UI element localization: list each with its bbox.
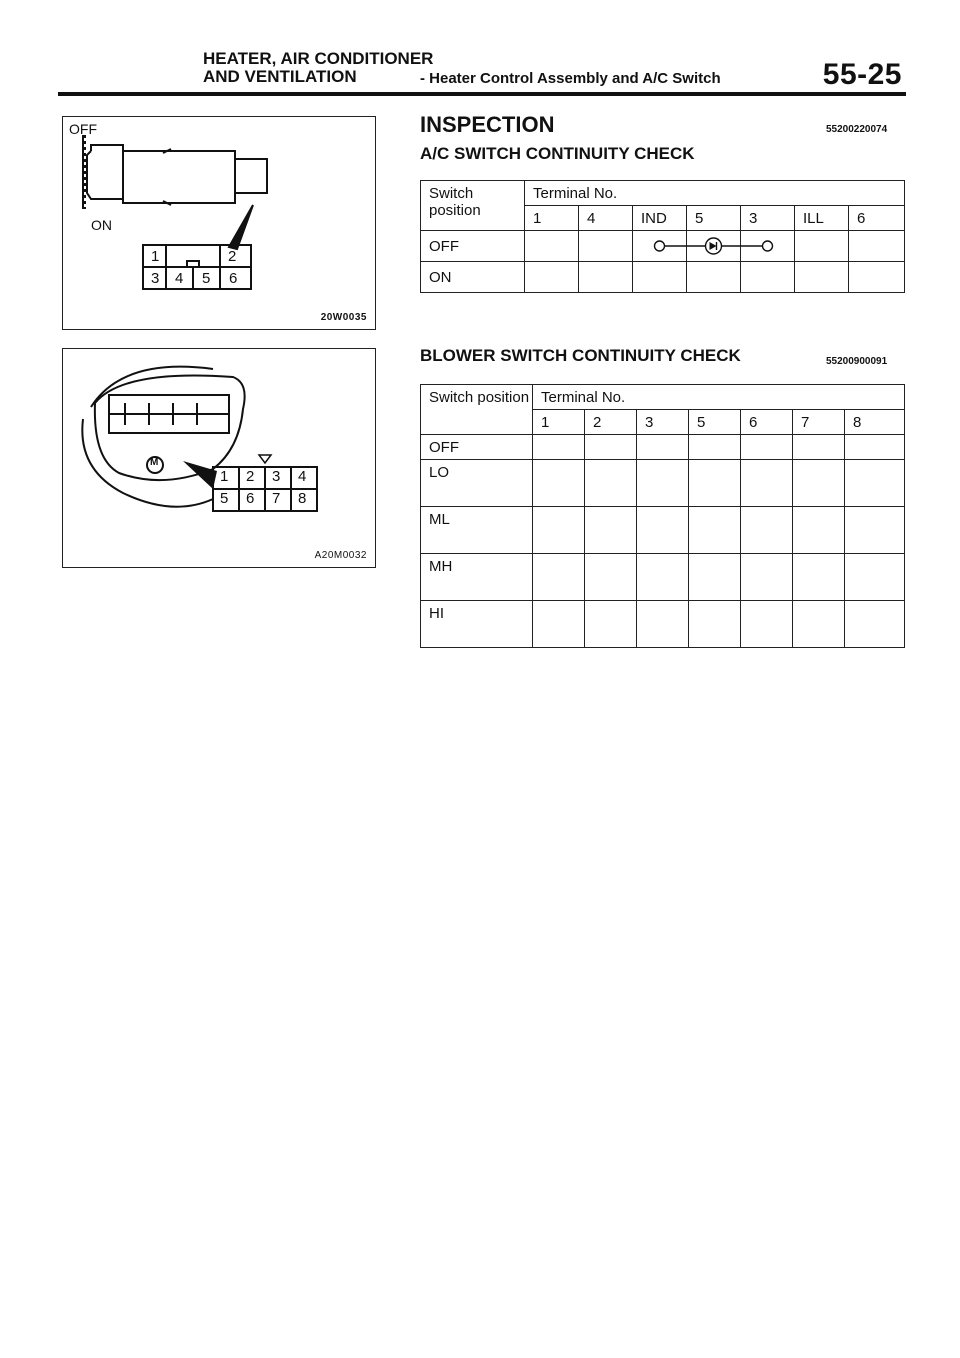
- switch-position-header: Switch position: [421, 181, 525, 231]
- position-ml: ML: [421, 507, 533, 554]
- figure-code: 20W0035: [320, 312, 367, 323]
- pin-5: 5: [202, 270, 211, 287]
- terminal-label: 1: [533, 410, 585, 435]
- blower-pin-8: 8: [298, 490, 307, 507]
- blower-pin-3: 3: [272, 468, 281, 485]
- table-row: [421, 435, 905, 460]
- table-row: [421, 507, 905, 554]
- terminal-label: IND: [633, 206, 687, 231]
- terminal-label: 3: [637, 410, 689, 435]
- position-off: OFF: [421, 231, 525, 262]
- terminal-label: 6: [741, 410, 793, 435]
- position-hi: HI: [421, 601, 533, 648]
- position-off: OFF: [421, 435, 533, 460]
- terminal-header: Terminal No.: [525, 181, 905, 206]
- blower-switch-drawing: [63, 349, 375, 567]
- switch-position-header: Switch position: [421, 385, 533, 435]
- table-row: [421, 554, 905, 601]
- terminal-label: ILL: [795, 206, 849, 231]
- blower-pin-4: 4: [298, 468, 307, 485]
- blower-pin-7: 7: [272, 490, 281, 507]
- terminal-label: 7: [793, 410, 845, 435]
- terminal-label: 6: [849, 206, 905, 231]
- terminal-label: 3: [741, 206, 795, 231]
- ac-continuity-table: [420, 180, 905, 293]
- ac-check-heading: A/C SWITCH CONTINUITY CHECK: [420, 144, 695, 163]
- table-row: [421, 231, 905, 262]
- table-row: [421, 601, 905, 648]
- terminal-label: 1: [525, 206, 579, 231]
- inspection-heading: INSPECTION: [420, 112, 555, 137]
- terminal-label: 5: [687, 206, 741, 231]
- pin-1: 1: [151, 248, 160, 265]
- pin-4: 4: [175, 270, 184, 287]
- terminal-label: 5: [689, 410, 741, 435]
- blower-pin-1: 1: [220, 468, 229, 485]
- blower-check-code: 55200900091: [826, 356, 888, 367]
- section-title-line1: HEATER, AIR CONDITIONER: [203, 49, 434, 68]
- blower-check-heading: BLOWER SWITCH CONTINUITY CHECK: [420, 346, 741, 365]
- switch-off-label: OFF: [69, 121, 97, 137]
- blower-pin-5: 5: [220, 490, 229, 507]
- blower-pin-6: 6: [246, 490, 255, 507]
- figure-code: A20M0032: [314, 550, 367, 561]
- position-on: ON: [421, 262, 525, 293]
- switch-on-label: ON: [91, 217, 112, 233]
- pin-6: 6: [229, 270, 238, 287]
- terminal-label: 2: [585, 410, 637, 435]
- position-mh: MH: [421, 554, 533, 601]
- ac-switch-figure: [62, 116, 376, 330]
- blower-continuity-table: [420, 384, 905, 648]
- position-lo: LO: [421, 460, 533, 507]
- inspection-code: 55200220074: [826, 124, 888, 135]
- page-subtitle: - Heater Control Assembly and A/C Switch: [420, 70, 721, 87]
- section-title: [203, 50, 433, 86]
- header-rule: [58, 92, 906, 96]
- section-title-line2: AND VENTILATION: [203, 67, 357, 86]
- motor-mark: M: [150, 457, 159, 468]
- blower-switch-figure: [62, 348, 376, 568]
- terminal-label: 4: [579, 206, 633, 231]
- table-row: [421, 262, 905, 293]
- blower-pin-2: 2: [246, 468, 255, 485]
- page-number: 55-25: [822, 58, 902, 91]
- terminal-label: 8: [845, 410, 905, 435]
- pin-3: 3: [151, 270, 160, 287]
- pin-2: 2: [228, 248, 237, 265]
- terminal-header: Terminal No.: [533, 385, 905, 410]
- table-row: [421, 460, 905, 507]
